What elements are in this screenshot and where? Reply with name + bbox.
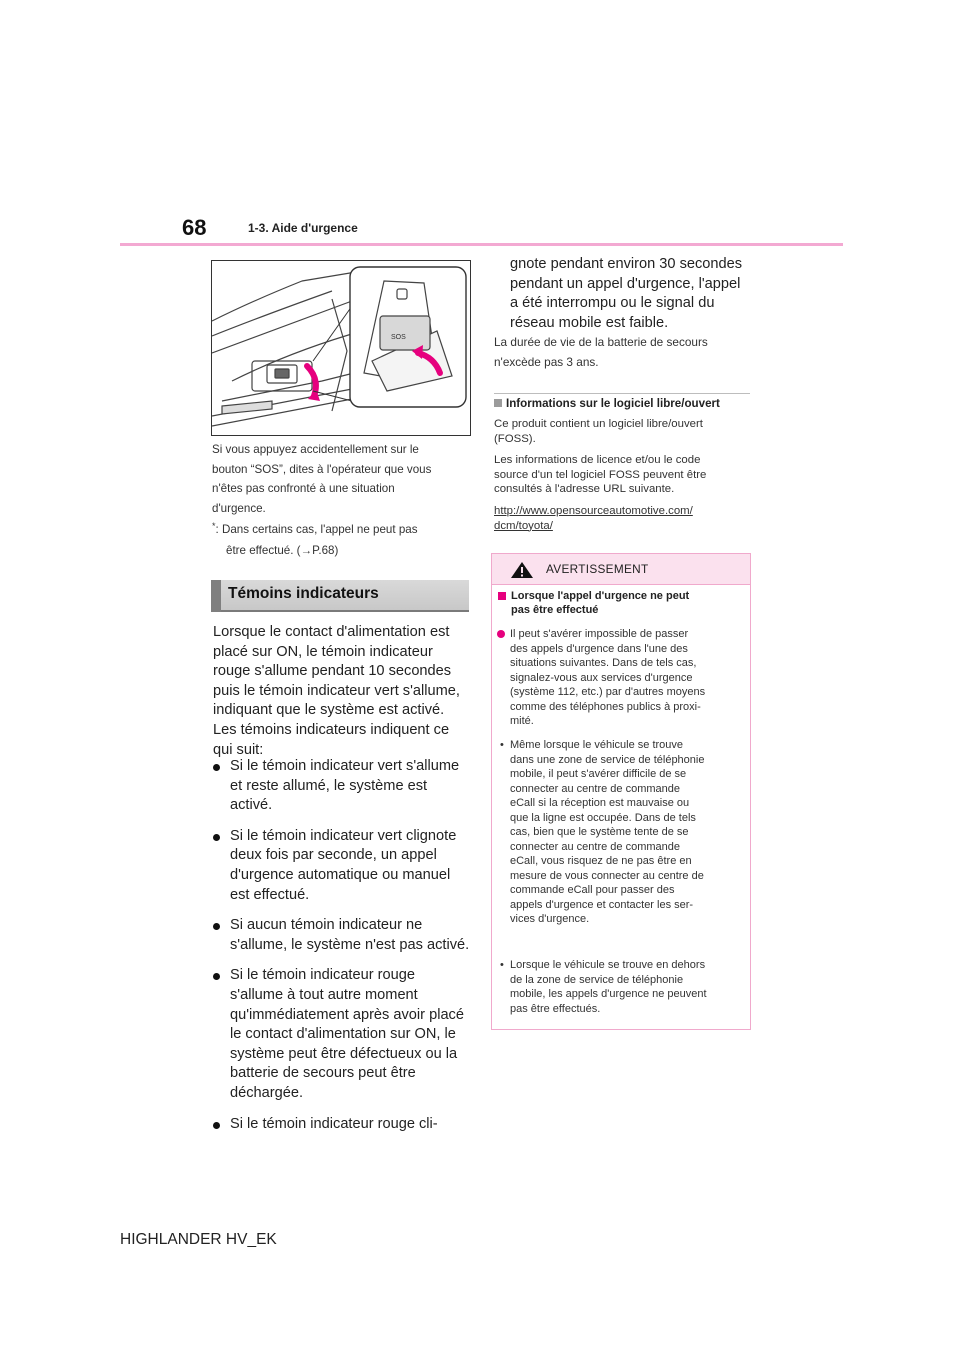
foss-title-text: Informations sur le logiciel libre/ouvert [506, 397, 720, 410]
item-line: activé. [230, 797, 273, 814]
illustration-caption [212, 440, 472, 518]
warning-line: mobile, il peut s'avérer difficile de se [510, 768, 687, 780]
list-item [213, 916, 475, 955]
circle-bullet-icon [497, 630, 505, 638]
warning-line: cas, bien que le système tente de se [510, 826, 689, 838]
header-rule [120, 243, 843, 246]
item-line: s'allume, le système n'est pas activé. [230, 936, 470, 953]
list-item [213, 827, 475, 905]
item-line: déchargée. [230, 1084, 304, 1101]
intro-line: placé sur ON, le témoin indicateur [213, 643, 433, 660]
footnote [212, 520, 472, 560]
footnote-line: : Dans certains cas, l'appel ne peut pas [215, 523, 418, 536]
section-title: 1-3. Aide d'urgence [248, 221, 358, 235]
warning-line: (système 112, etc.) par d'autres moyens [510, 686, 706, 698]
warning-subtitle [495, 589, 756, 617]
item-line: Si aucun témoin indicateur ne [230, 917, 423, 934]
foss-line: Les informations de licence et/ou le code [494, 454, 701, 466]
subtitle-line: Lorsque l'appel d'urgence ne peut [511, 590, 690, 602]
battery-line: La durée de vie de la batterie de secours [494, 335, 708, 349]
continued-text [510, 255, 750, 333]
item-line: d'urgence automatique ou manuel [230, 866, 451, 883]
battery-line: n'excède pas 3 ans. [494, 354, 599, 369]
subtitle-line: pas être effectué [511, 604, 599, 616]
caption-line: d'urgence. [212, 501, 266, 515]
footnote-marker: * [212, 521, 216, 531]
section-heading [211, 580, 469, 612]
bullet-icon [213, 1122, 220, 1129]
intro-line: Les témoins indicateurs indiquent ce [213, 721, 450, 738]
foss-line: consultés à l'adresse URL suivante. [494, 483, 675, 495]
warning-line: eCall si la réception est mauvaise ou [510, 797, 690, 809]
intro-line: Lorsque le contact d'alimentation est [213, 624, 450, 640]
warning-line: Lorsque le véhicule se trouve en dehors [510, 959, 706, 971]
bullet-icon [213, 834, 220, 841]
continued-line: pendant un appel d'urgence, l'appel [510, 275, 741, 292]
item-line: système peut être défectueux ou la [230, 1045, 458, 1062]
warning-line: mité. [510, 715, 534, 727]
warning-line: de la zone de service de téléphonie [510, 973, 684, 986]
square-bullet-icon [494, 399, 502, 407]
intro-line: puis le témoin indicateur vert s'allume, [213, 682, 460, 699]
caption-line: Si vous appuyez accidentellement sur le [212, 443, 419, 456]
intro-line: rouge s'allume pendant 10 secondes [213, 663, 452, 680]
foss-paragraph [494, 453, 749, 497]
intro-paragraph [213, 623, 473, 760]
warning-line: dans une zone de service de téléphonie [510, 753, 705, 766]
heading-text: Témoins indicateurs [228, 585, 379, 602]
list-item [213, 966, 475, 1103]
warning-item [494, 738, 755, 927]
url-line[interactable]: dcm/toyota/ [494, 519, 553, 532]
warning-line: appels d'urgence et contacter les ser- [510, 898, 694, 911]
list-item [213, 1115, 475, 1135]
warning-line: connecter au centre de commande [510, 840, 680, 853]
warning-line: pas être effectués. [510, 1002, 601, 1015]
foss-line: source d'un tel logiciel FOSS peuvent être [494, 468, 707, 481]
model-footer: HIGHLANDER HV_EK [120, 1231, 277, 1248]
item-line: Si le témoin indicateur rouge cli- [230, 1115, 438, 1132]
warning-line: comme des téléphones publics à proxi- [510, 700, 701, 713]
indicator-list [213, 757, 475, 1145]
item-line: Si le témoin indicateur vert s'allume [230, 758, 460, 774]
item-line: qu'immédiatement après avoir placé [230, 1006, 464, 1023]
warning-line: situations suivantes. Dans de tels cas, [510, 657, 697, 669]
warning-header [492, 554, 750, 585]
continued-line: réseau mobile est faible. [510, 314, 669, 331]
warning-line: connecter au centre de commande [510, 782, 680, 795]
warning-line: des appels d'urgence dans l'une des [510, 642, 688, 655]
warning-line: signalez-vous aux services d'urgence [510, 671, 693, 684]
sos-label: SOS [391, 334, 406, 341]
list-item [213, 757, 475, 816]
intro-line: qui suit: [213, 741, 264, 758]
divider [494, 393, 750, 394]
bullet-icon [213, 973, 220, 980]
warning-line: Il peut s'avérer impossible de passer [510, 628, 689, 640]
bullet-icon [213, 764, 220, 771]
foss-line: (FOSS). [494, 432, 536, 445]
continued-line: gnote pendant environ 30 secondes [510, 256, 743, 272]
intro-line: indiquant que le système est activé. [213, 702, 445, 719]
item-line: Si le témoin indicateur vert clignote [230, 827, 457, 844]
item-line: le contact d'alimentation sur ON, le [230, 1026, 456, 1043]
battery-note [494, 333, 749, 372]
warning-line: mesure de vous connecter au centre de [510, 869, 704, 882]
page-number: 68 [182, 215, 207, 240]
foss-paragraph [494, 417, 749, 446]
warning-label: AVERTISSEMENT [546, 562, 649, 576]
item-line: deux fois par seconde, un appel [230, 847, 437, 864]
warning-line: eCall, vous risquez de ne pas être en [510, 855, 692, 867]
warning-line: que la ligne est occupée. Dans de tels [510, 811, 696, 824]
warning-item [494, 627, 755, 729]
foss-title [494, 397, 754, 410]
item-line: s'allume à tout autre moment [230, 986, 418, 1003]
square-bullet-icon [498, 592, 506, 600]
warning-item [494, 958, 755, 1016]
item-line: Si le témoin indicateur rouge [230, 967, 415, 984]
foss-url-link[interactable] [494, 504, 749, 533]
bullet-icon: • [500, 739, 504, 751]
item-line: est effectué. [230, 886, 310, 903]
warning-line: vices d'urgence. [510, 913, 590, 925]
warning-triangle-icon [511, 562, 533, 578]
bullet-icon: • [500, 959, 504, 971]
sos-button-illustration [211, 260, 471, 436]
warning-line: Même lorsque le véhicule se trouve [510, 739, 684, 751]
caption-line: bouton “SOS”, dites à l'opérateur que vous [212, 462, 432, 476]
foss-line: Ce produit contient un logiciel libre/ouvert [494, 418, 703, 430]
url-line[interactable]: http://www.opensourceautomotive.com/ [494, 505, 693, 517]
warning-line: commande eCall pour passer des [510, 884, 675, 896]
heading-bar [211, 580, 221, 612]
bullet-icon [213, 923, 220, 930]
warning-line: mobile, les appels d'urgence ne peuvent [510, 988, 707, 1000]
item-line: et reste allumé, le système est [230, 777, 428, 794]
continued-line: a été interrompu ou le signal du [510, 295, 715, 312]
item-line: batterie de secours peut être [230, 1065, 416, 1082]
footnote-line: être effectué. (→P.68) [226, 543, 339, 557]
caption-line: n'êtes pas confronté à une situation [212, 482, 395, 495]
